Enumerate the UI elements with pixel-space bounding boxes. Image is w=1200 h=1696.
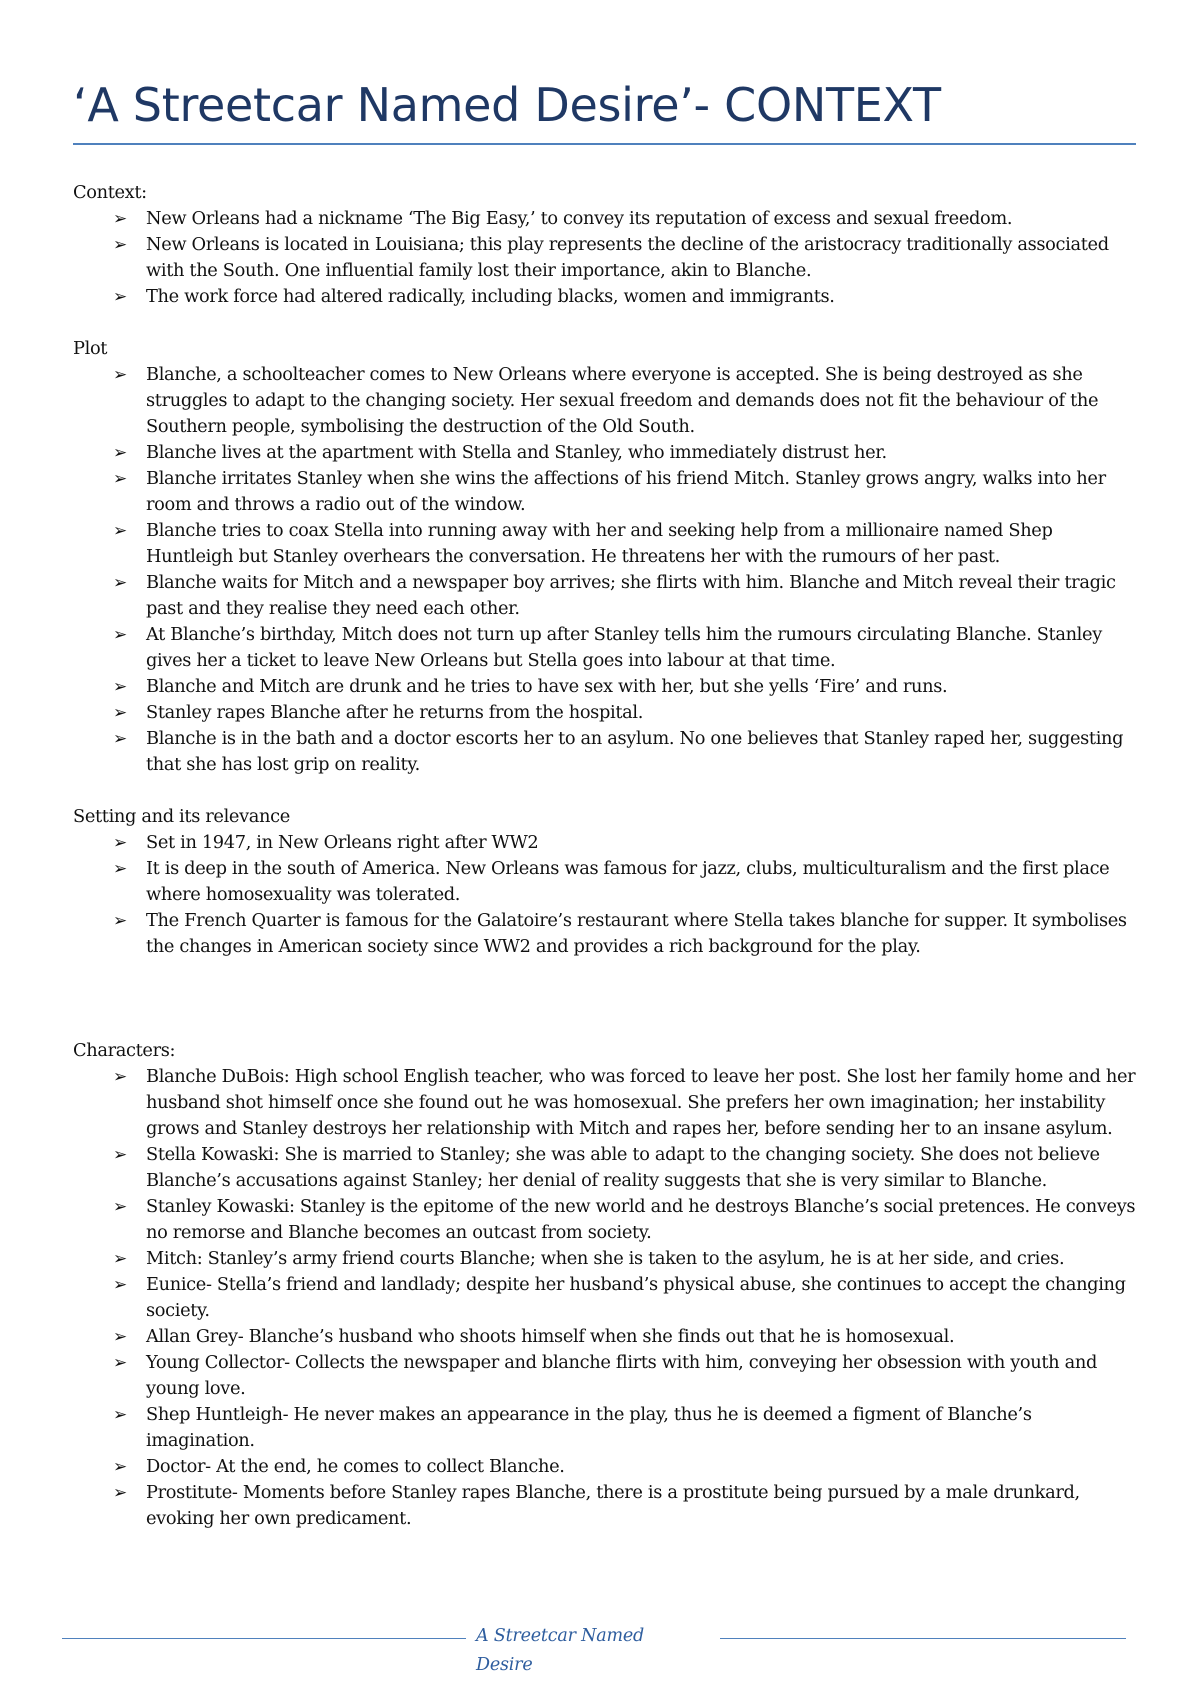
section-heading: Plot	[73, 338, 108, 359]
arrowhead-bullet-icon: ➢	[113, 729, 127, 749]
arrowhead-bullet-icon: ➢	[113, 1483, 127, 1503]
list-item	[73, 830, 1140, 856]
list-item	[73, 466, 1140, 518]
bullet-list	[73, 830, 1140, 960]
arrowhead-bullet-icon: ➢	[113, 1249, 127, 1269]
footer-rule-right	[720, 1638, 1126, 1639]
list-item-text: New Orleans had a nickname ‘The Big Easy,’ to convey its reputation of excess and sexual freedom.	[146, 208, 1013, 229]
list-item-text: At Blanche’s birthday, Mitch does not turn up after Stanley tells him the rumours circulating Blanche. Stanley gives her a ticket to leave New Orleans but Stella goes into labour at that time.	[146, 624, 1102, 671]
arrowhead-bullet-icon: ➢	[113, 677, 127, 697]
list-item	[73, 570, 1140, 622]
arrowhead-bullet-icon: ➢	[113, 1353, 127, 1373]
arrowhead-bullet-icon: ➢	[113, 1197, 127, 1217]
list-item	[73, 362, 1140, 440]
list-item-text: Young Collector- Collects the newspaper and blanche flirts with him, conveying her obsession with youth and young love.	[146, 1352, 1097, 1399]
list-item-text: Doctor- At the end, he comes to collect Blanche.	[146, 1456, 565, 1477]
document-body	[73, 180, 1140, 1532]
arrowhead-bullet-icon: ➢	[113, 833, 127, 853]
arrowhead-bullet-icon: ➢	[113, 911, 127, 931]
list-item	[73, 622, 1140, 674]
arrowhead-bullet-icon: ➢	[113, 443, 127, 463]
section-heading: Characters:	[73, 1040, 176, 1061]
page-title: ‘A Streetcar Named Desire’- CONTEXT	[73, 78, 941, 132]
section-characters	[73, 1038, 1140, 1532]
list-item	[73, 1246, 1140, 1272]
arrowhead-bullet-icon: ➢	[113, 1275, 127, 1295]
section-setting	[73, 804, 1140, 960]
section-plot	[73, 336, 1140, 778]
list-item	[73, 206, 1140, 232]
list-item	[73, 1480, 1140, 1532]
arrowhead-bullet-icon: ➢	[113, 1405, 127, 1425]
list-item-text: Blanche, a schoolteacher comes to New Orleans where everyone is accepted. She is being destroyed as she struggles to adapt to the changing society. Her sexual freedom and demands does not fit the behaviour of the Southern people, symbolising the destruction of the Old South.	[146, 364, 1099, 437]
list-item-text: It is deep in the south of America. New Orleans was famous for jazz, clubs, multiculturalism and the first place where homosexuality was tolerated.	[146, 858, 1110, 905]
footer-title-line: A Streetcar Named	[476, 1626, 644, 1646]
bullet-list	[73, 1064, 1140, 1532]
arrowhead-bullet-icon: ➢	[113, 287, 127, 307]
list-item	[73, 1142, 1140, 1194]
list-item	[73, 1324, 1140, 1350]
arrowhead-bullet-icon: ➢	[113, 209, 127, 229]
list-item-text: The French Quarter is famous for the Galatoire’s restaurant where Stella takes blanche for supper. It symbolises the changes in American society since WW2 and provides a rich background for the play.	[146, 910, 1127, 957]
list-item-text: Blanche is in the bath and a doctor escorts her to an asylum. No one believes that Stanley raped her, suggesting that she has lost grip on reality.	[146, 728, 1124, 775]
list-item-text: Prostitute- Moments before Stanley rapes Blanche, there is a prostitute being pursued by a male drunkard, evoking her own predicament.	[146, 1482, 1080, 1529]
arrowhead-bullet-icon: ➢	[113, 859, 127, 879]
title-divider	[73, 143, 1136, 145]
list-item-text: Stella Kowaski: She is married to Stanley; she was able to adapt to the changing society. She does not believe Blanche’s accusations against Stanley; her denial of reality suggests that she is very similar to Blanche.	[146, 1144, 1100, 1191]
footer-rule-left	[62, 1638, 466, 1639]
arrowhead-bullet-icon: ➢	[113, 469, 127, 489]
footer-title-line: Desire	[476, 1655, 533, 1675]
list-item-text: New Orleans is located in Louisiana; this play represents the decline of the aristocracy traditionally associated with the South. One influential family lost their importance, akin to Blanche.	[146, 234, 1109, 281]
list-item-text: Blanche tries to coax Stella into running away with her and seeking help from a millionaire named Shep Huntleigh but Stanley overhears the conversation. He threatens her with the rumours of her past.	[146, 520, 1053, 567]
list-item	[73, 908, 1140, 960]
list-item	[73, 674, 1140, 700]
list-item	[73, 726, 1140, 778]
list-item	[73, 1272, 1140, 1324]
list-item-text: Blanche DuBois: High school English teacher, who was forced to leave her post. She lost her family home and her husband shot himself once she found out he was homosexual. She prefers her own imagination; her instability grows and Stanley destroys her relationship with Mitch and rapes her, before sending her to an insane asylum.	[146, 1066, 1136, 1139]
list-item-text: Stanley Kowaski: Stanley is the epitome of the new world and he destroys Blanche’s social pretences. He conveys no remorse and Blanche becomes an outcast from society.	[146, 1196, 1136, 1243]
arrowhead-bullet-icon: ➢	[113, 573, 127, 593]
arrowhead-bullet-icon: ➢	[113, 1457, 127, 1477]
list-item-text: Shep Huntleigh- He never makes an appearance in the play, thus he is deemed a figment of Blanche’s imagination.	[146, 1404, 1032, 1451]
bullet-list	[73, 206, 1140, 310]
list-item-text: Allan Grey- Blanche’s husband who shoots himself when she finds out that he is homosexual.	[146, 1326, 955, 1347]
list-item-text: Eunice- Stella’s friend and landlady; despite her husband’s physical abuse, she continues to accept the changing society.	[146, 1274, 1126, 1321]
list-item-text: Blanche lives at the apartment with Stella and Stanley, who immediately distrust her.	[146, 442, 887, 463]
list-item-text: Blanche waits for Mitch and a newspaper boy arrives; she flirts with him. Blanche and Mitch reveal their tragic past and they realise they need each other.	[146, 572, 1116, 619]
list-item	[73, 1402, 1140, 1454]
arrowhead-bullet-icon: ➢	[113, 1067, 127, 1087]
arrowhead-bullet-icon: ➢	[113, 1327, 127, 1347]
bullet-list	[73, 362, 1140, 778]
list-item-text: Set in 1947, in New Orleans right after WW2	[146, 832, 539, 853]
arrowhead-bullet-icon: ➢	[113, 521, 127, 541]
page-footer	[0, 1610, 1200, 1690]
list-item-text: Blanche and Mitch are drunk and he tries to have sex with her, but she yells ‘Fire’ and runs.	[146, 676, 948, 697]
list-item	[73, 518, 1140, 570]
arrowhead-bullet-icon: ➢	[113, 235, 127, 255]
list-item	[73, 700, 1140, 726]
section-heading: Context:	[73, 182, 147, 203]
list-item	[73, 1194, 1140, 1246]
list-item	[73, 1064, 1140, 1142]
list-item	[73, 284, 1140, 310]
list-item-text: Blanche irritates Stanley when she wins the affections of his friend Mitch. Stanley grows angry, walks into her room and throws a radio out of the window.	[146, 468, 1106, 515]
list-item	[73, 1454, 1140, 1480]
list-item-text: The work force had altered radically, including blacks, women and immigrants.	[146, 286, 835, 307]
arrowhead-bullet-icon: ➢	[113, 365, 127, 385]
list-item	[73, 856, 1140, 908]
list-item	[73, 232, 1140, 284]
section-context	[73, 180, 1140, 310]
arrowhead-bullet-icon: ➢	[113, 1145, 127, 1165]
list-item-text: Stanley rapes Blanche after he returns from the hospital.	[146, 702, 644, 723]
list-item	[73, 440, 1140, 466]
arrowhead-bullet-icon: ➢	[113, 625, 127, 645]
list-item-text: Mitch: Stanley’s army friend courts Blanche; when she is taken to the asylum, he is at her side, and cries.	[146, 1248, 1065, 1269]
footer-title	[476, 1622, 676, 1680]
arrowhead-bullet-icon: ➢	[113, 703, 127, 723]
section-heading: Setting and its relevance	[73, 806, 290, 827]
list-item	[73, 1350, 1140, 1402]
